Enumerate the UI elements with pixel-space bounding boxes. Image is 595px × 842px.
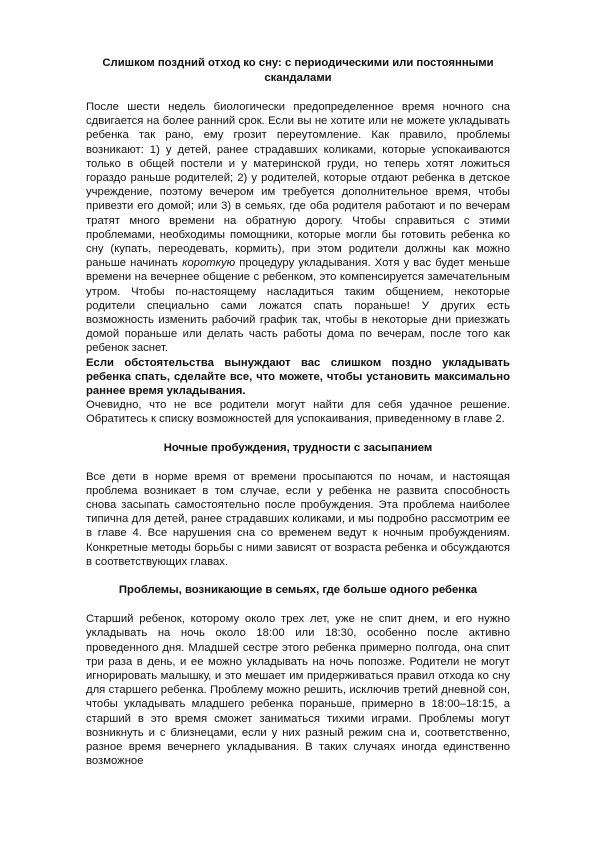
emphasis-text: короткую xyxy=(182,257,236,270)
section-night-wakings xyxy=(86,441,510,569)
section-title: Проблемы, возникающие в семьях, где больше одного ребенка xyxy=(118,584,478,597)
paragraph: Очевидно, что не все родители могут найти для себя удачное решение. Обратитесь к списку возможностей для успокаивания, приведенному в главе 2. xyxy=(86,399,510,426)
document-body xyxy=(86,56,510,768)
bold-paragraph: Если обстоятельства вынуждают вас слишком поздно укладывать ребенка спать, сделайте все, что можете, чтобы установить максимально раннее время укладывания. xyxy=(86,356,510,398)
paragraph: Все дети в норме время от времени просыпаются по ночам, и настоящая проблема возникает в том случае, если у ребенка не развита способность снова засыпать самостоятельно после пробуждения. Эта проблема наиболее типична для детей, ранее страдавших коликами, и мы подробно рассмотрим ее в главе 4. Все нарушения сна со временем ведут к ночным пробуждениям. Конкретные методы борьбы с ними зависят от возраста ребенка и обсуждаются в соответствующих главах. xyxy=(86,470,510,568)
paragraph: Старший ребенок, которому около трех лет, уже не спит днем, и его нужно укладывать на ночь около 18:00 или 18:30, особенно после активно проведенного дня. Младшей сестре этого ребенка примерно полгода, она спит три раза в день, и ее можно укладывать на ночь попозже. Родители не могут игнорировать малышку, и это мешает им придерживаться правил отхода ко сну для старшего ребенка. Проблему можно решить, исключив третий дневной сон, чтобы укладывать младшего ребенка пораньше, примерно в 18:00–18:15, а старший в это время сможет заниматься тихими играми. Проблемы могут возникнуть и с близнецами, если у них разный режим сна и, соответственно, разное время вечернего укладывания. В таких случаях иногда единственно возможное xyxy=(86,613,510,768)
paragraph xyxy=(86,100,510,356)
paragraph-text: процедуру укладывания. Хотя у вас будет меньше времени на вечернее общение с ребенком, это компенсируется замечательным утром. Чтобы по-настоящему насладиться таким общением, некоторые родители специально сами ложатся спать пораньше! У других есть возможность изменить рабочий график так, чтобы в некоторые дни приезжать домой пораньше или делать часть работы дома по вечерам, после того как ребенок заснет. xyxy=(86,257,511,355)
section-multiple-children xyxy=(86,583,510,768)
paragraph-text: После шести недель биологически предопределенное время ночного сна сдвигается на более ранний срок. Если вы не хотите или не можете укладывать ребенка так рано, ему грозит переутомление. Как правило, проблемы возникают: 1) у детей, ранее страдавших коликами, которые успокаиваются только в общей постели и у материнской груди, но теперь хотят ложиться гораздо раньше родителей; 2) у родителей, которые отдают ребенка в детское учреждение, поэтому вечером им требуется дополнительное время, чтобы привезти его домой; или 3) в семьях, где оба родителя работают и по вечерам тратят много времени на обратную дорогу. Чтобы справиться с этими проблемами, необходимы помощники, которые могли бы готовить ребенка ко сну (купать, переодевать, кормить), при этом родители должны как можно раньше начинать xyxy=(86,101,510,270)
section-late-bedtime xyxy=(86,56,510,427)
section-title: Ночные пробуждения, трудности с засыпанием xyxy=(163,441,433,454)
section-title: Слишком поздний отход ко сну: с периодическими или постоянными скандалами xyxy=(102,57,494,84)
